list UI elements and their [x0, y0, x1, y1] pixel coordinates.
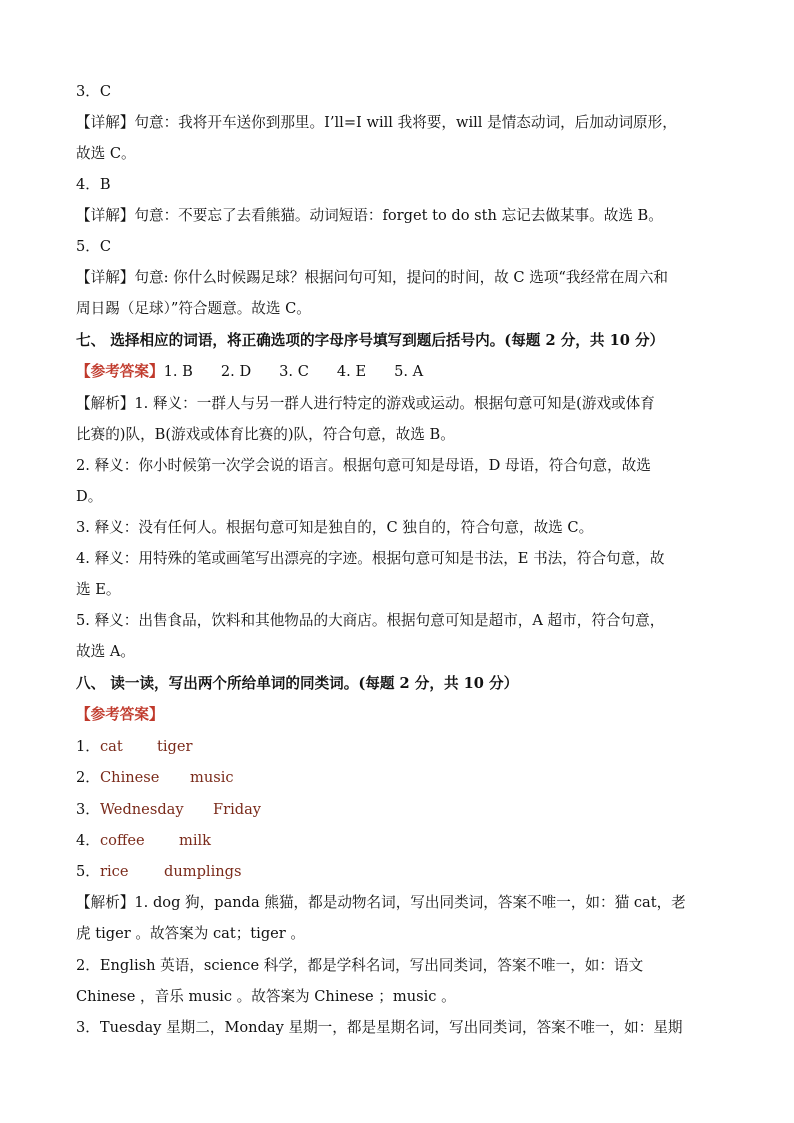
q4-answer: 4．B [76, 176, 111, 193]
answer-label: 【参考答案】 [76, 363, 164, 380]
section-8-answer-row [76, 862, 242, 882]
answer-word-2: milk [179, 832, 212, 849]
answer-item: 5. A [394, 363, 424, 380]
answer-word-1: cat [100, 738, 123, 755]
answer-number: 4． [76, 832, 100, 849]
answer-word-1: rice [100, 863, 129, 880]
section-7-analysis-line: 选 E。 [76, 581, 121, 598]
section-8-answer-row [76, 737, 193, 757]
section-8-analysis-line: 2．English 英语，science 科学，都是学科名词，写出同类词，答案不唯一，如：语文 [76, 957, 644, 974]
answer-item: 4. E [336, 363, 367, 380]
section-8-answer-label: 【参考答案】 [76, 706, 164, 723]
answer-word-1: Wednesday [100, 801, 184, 818]
q3-detail-line-2: 故选 C。 [76, 145, 136, 162]
section-7-analysis-line: 故选 A。 [76, 643, 135, 660]
q5-detail-line-1: 【详解】句意: 你什么时候踢足球？根据问句可知，提问的时间，故 C 选项“我经常在周六和 [76, 269, 669, 286]
answer-number: 2． [76, 769, 100, 786]
section-7-analysis-line: 2. 释义：你小时候第一次学会说的语言。根据句意可知是母语，D 母语，符合句意，故选 [76, 457, 651, 474]
section-7-analysis-line: D。 [76, 488, 103, 505]
answer-item: 2. D [220, 363, 252, 380]
section-8-answer-row [76, 800, 262, 820]
section-7-analysis-line: 比赛的)队，B(游戏或体育比赛的)队，符合句意，故选 B。 [76, 426, 455, 443]
section-8-analysis-line: Chinese ，音乐 music 。故答案为 Chinese ；music 。 [76, 988, 456, 1005]
section-8-answer-row [76, 768, 234, 788]
section-8-answer-row [76, 831, 212, 851]
section-7-answer-row [76, 362, 423, 382]
q4-detail-line-1: 【详解】句意：不要忘了去看熊猫。动词短语：forget to do sth 忘记去做某事。故选 B。 [76, 207, 663, 224]
section-8-analysis-line: 【解析】1. dog 狗，panda 熊猫，都是动物名词，写出同类词，答案不唯一，如：猫 cat，老 [76, 894, 686, 911]
q3-detail-line-1: 【详解】句意：我将开车送你到那里。I’ll=I will 我将要，will 是情态动词，后加动词原形， [76, 114, 677, 131]
answer-number: 1． [76, 738, 100, 755]
answer-word-2: Friday [213, 801, 262, 818]
answer-number: 3． [76, 801, 100, 818]
section-7-analysis-line: 【解析】1. 释义：一群人与另一群人进行特定的游戏或运动。根据句意可知是(游戏或体育 [76, 395, 655, 412]
answer-item: 3. C [279, 363, 309, 380]
answer-word-2: dumplings [164, 863, 242, 880]
answer-number: 5． [76, 863, 100, 880]
answer-word-1: Chinese [100, 769, 160, 786]
q5-answer: 5．C [76, 238, 112, 255]
answer-word-1: coffee [100, 832, 145, 849]
q3-answer: 3．C [76, 83, 112, 100]
answer-item: 1. B [163, 363, 193, 380]
section-7-analysis-line: 4. 释义：用特殊的笔或画笔写出漂亮的字迹。根据句意可知是书法，E 书法，符合句意，故 [76, 550, 665, 567]
section-7-analysis-line: 5. 释义：出售食品，饮料和其他物品的大商店。根据句意可知是超市，A 超市，符合句意， [76, 612, 665, 629]
answer-word-2: tiger [157, 738, 193, 755]
section-7-analysis-line: 3. 释义：没有任何人。根据句意可知是独自的，C 独自的，符合句意，故选 C。 [76, 519, 594, 536]
section-7-heading: 七、 选择相应的词语，将正确选项的字母序号填写到题后括号内。(每题 2 分，共 10 分） [76, 332, 665, 349]
section-8-analysis-line: 虎 tiger 。故答案为 cat；tiger 。 [76, 925, 306, 942]
section-8-heading: 八、 读一读，写出两个所给单词的同类词。(每题 2 分，共 10 分） [76, 675, 519, 692]
q5-detail-line-2: 周日踢（足球）”符合题意。故选 C。 [76, 300, 311, 317]
answer-word-2: music [190, 769, 234, 786]
section-8-analysis-line: 3．Tuesday 星期二，Monday 星期一，都是星期名词，写出同类词，答案不唯一，如：星期 [76, 1019, 683, 1036]
